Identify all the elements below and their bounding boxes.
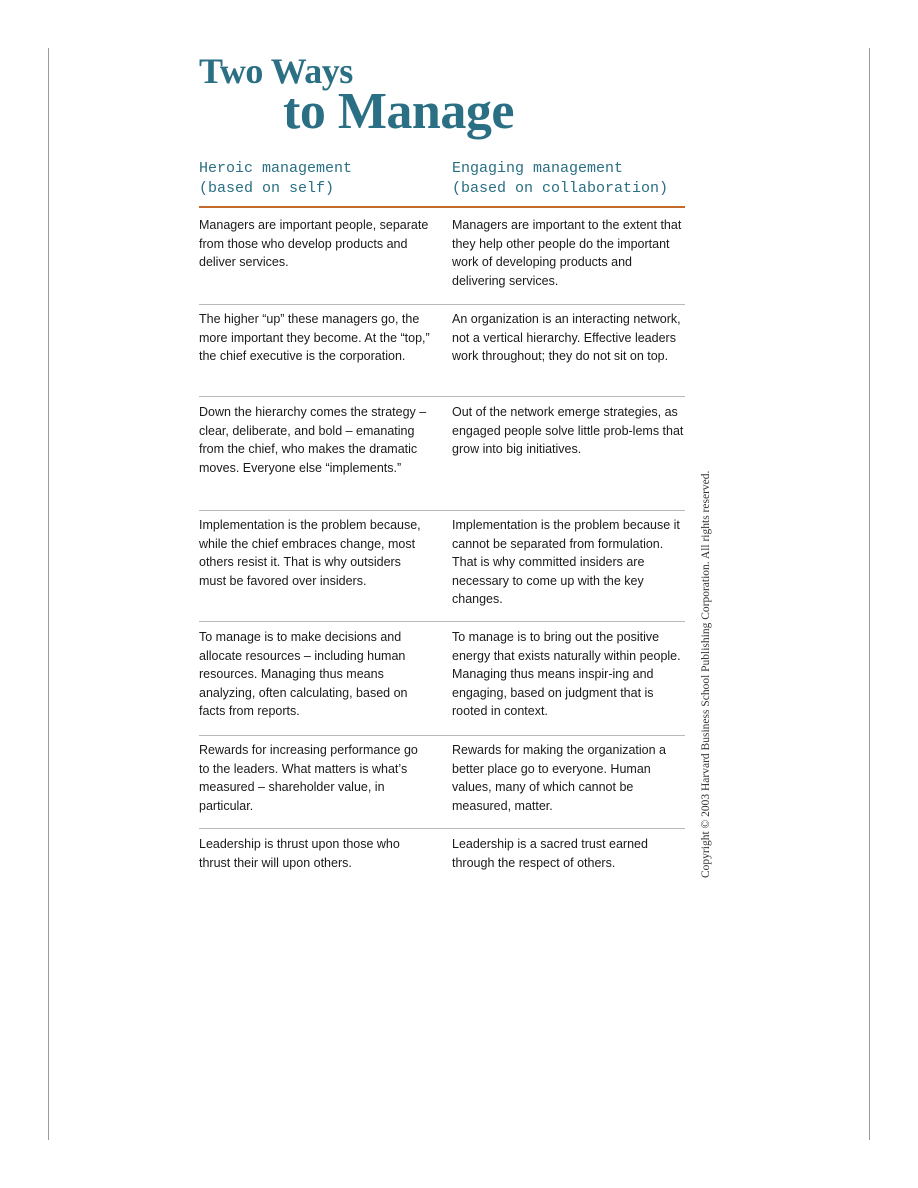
- heroic-cell: To manage is to make decisions and allocate resources – including human resources. Managing thus means analyzing, often calculating, based on facts from reports.: [199, 630, 408, 718]
- heroic-cell: The higher “up” these managers go, the more important they become. At the “top,” the chief executive is the corporation.: [199, 312, 430, 363]
- heroic-cell: Implementation is the problem because, while the chief embraces change, most others resist it. That is why outsiders must be favored over insiders.: [199, 518, 421, 588]
- row-divider: [199, 735, 685, 736]
- column-heading: Heroic management: [199, 160, 353, 177]
- page-title: [199, 52, 514, 138]
- engaging-cell: Out of the network emerge strategies, as engaged people solve little prob-lems that grow into big initiatives.: [452, 405, 684, 456]
- row-divider: [199, 396, 685, 397]
- engaging-cell: Rewards for making the organization a better place go to everyone. Human values, many of which cannot be measured, matter.: [452, 743, 667, 813]
- column-heading: Engaging management: [452, 160, 624, 177]
- row-divider: [199, 510, 685, 511]
- column-header-engaging: [452, 159, 668, 199]
- page-border-left: [48, 48, 49, 1140]
- column-subheading: (based on self): [199, 180, 335, 197]
- column-subheading: (based on collaboration): [452, 180, 669, 197]
- heroic-cell: Managers are important people, separate from those who develop products and deliver services.: [199, 218, 429, 269]
- engaging-cell: Managers are important to the extent that they help other people do the important work of developing products and delivering services.: [452, 218, 682, 288]
- row-divider: [199, 621, 685, 622]
- engaging-cell: To manage is to bring out the positive energy that exists naturally within people. Managing thus means inspir-ing and engaging, based on judgment that is rooted in context.: [452, 630, 681, 718]
- engaging-cell: Implementation is the problem because it cannot be separated from formulation. That is why committed insiders are necessary to come up with the key changes.: [452, 518, 680, 606]
- heroic-cell: Leadership is thrust upon those who thrust their will upon others.: [199, 837, 400, 870]
- heroic-cell: Rewards for increasing performance go to the leaders. What matters is what’s measured – shareholder value, in particular.: [199, 743, 418, 813]
- column-header-heroic: [199, 159, 352, 199]
- page-border-right: [869, 48, 870, 1140]
- row-divider: [199, 304, 685, 305]
- heroic-cell: Down the hierarchy comes the strategy – clear, deliberate, and bold – emanating from the chief, who makes the dramatic moves. Everyone else “implements.”: [199, 405, 427, 475]
- copyright-notice: Copyright © 2003 Harvard Business School Publishing Corporation. All rights reserved.: [700, 470, 712, 878]
- row-divider: [199, 828, 685, 829]
- header-divider: [199, 206, 685, 208]
- title-line-2: to Manage: [283, 83, 514, 140]
- engaging-cell: Leadership is a sacred trust earned through the respect of others.: [452, 837, 648, 870]
- engaging-cell: An organization is an interacting network, not a vertical hierarchy. Effective leaders work throughout; they do not sit on top.: [452, 312, 681, 363]
- title-line-1: Two Ways: [199, 51, 353, 91]
